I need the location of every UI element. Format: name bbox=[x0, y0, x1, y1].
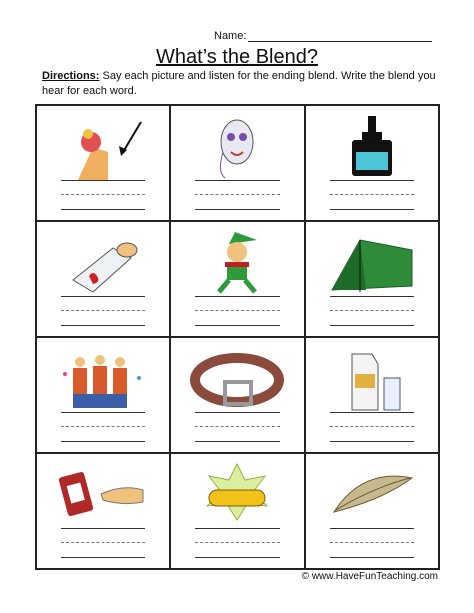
mask-icon bbox=[187, 112, 287, 182]
answer-line[interactable] bbox=[195, 180, 279, 181]
answer-line[interactable] bbox=[330, 528, 414, 529]
answer-line-dashed[interactable] bbox=[61, 542, 145, 543]
answer-line[interactable] bbox=[330, 180, 414, 181]
answer-line[interactable] bbox=[330, 412, 414, 413]
directions-text: Say each picture and listen for the ending blend. Write the blend you hear for each word. bbox=[42, 70, 436, 97]
worksheet-grid bbox=[35, 104, 440, 570]
answer-line[interactable] bbox=[195, 557, 279, 558]
answer-line[interactable] bbox=[330, 441, 414, 442]
band-icon bbox=[53, 344, 153, 414]
tent-icon bbox=[322, 228, 422, 298]
answer-line[interactable] bbox=[61, 528, 145, 529]
answer-line[interactable] bbox=[61, 325, 145, 326]
answer-line-dashed[interactable] bbox=[195, 194, 279, 195]
answer-line[interactable] bbox=[330, 325, 414, 326]
answer-line[interactable] bbox=[330, 296, 414, 297]
milk-icon bbox=[322, 344, 422, 414]
worksheet-cell bbox=[36, 105, 170, 221]
answer-line[interactable] bbox=[195, 325, 279, 326]
raft-icon bbox=[187, 460, 287, 530]
name-line[interactable] bbox=[248, 41, 432, 42]
belt-icon bbox=[187, 344, 287, 414]
ink-bottle-icon bbox=[322, 112, 422, 182]
worksheet-cell bbox=[36, 221, 170, 337]
worksheet-cell bbox=[170, 105, 304, 221]
directions bbox=[42, 69, 442, 99]
answer-line-dashed[interactable] bbox=[330, 426, 414, 427]
worksheet-cell bbox=[305, 453, 439, 569]
directions-label: Directions: bbox=[42, 70, 100, 82]
leaf-icon bbox=[322, 460, 422, 530]
answer-line-dashed[interactable] bbox=[330, 542, 414, 543]
answer-line-dashed[interactable] bbox=[195, 426, 279, 427]
copyright-footer: © www.HaveFunTeaching.com bbox=[301, 571, 438, 582]
answer-line-dashed[interactable] bbox=[61, 426, 145, 427]
answer-line[interactable] bbox=[195, 296, 279, 297]
answer-line[interactable] bbox=[330, 557, 414, 558]
worksheet-cell bbox=[170, 337, 304, 453]
worksheet-cell bbox=[305, 221, 439, 337]
answer-line[interactable] bbox=[61, 296, 145, 297]
worksheet-cell bbox=[170, 221, 304, 337]
answer-line-dashed[interactable] bbox=[195, 542, 279, 543]
page-title: What’s the Blend? bbox=[156, 46, 318, 68]
worksheet-cell bbox=[36, 453, 170, 569]
cast-icon bbox=[53, 228, 153, 298]
answer-line[interactable] bbox=[195, 528, 279, 529]
answer-line[interactable] bbox=[61, 557, 145, 558]
worksheet-cell bbox=[305, 337, 439, 453]
worksheet-cell bbox=[305, 105, 439, 221]
elf-icon bbox=[187, 228, 287, 298]
answer-line-dashed[interactable] bbox=[61, 310, 145, 311]
answer-line[interactable] bbox=[61, 180, 145, 181]
answer-line[interactable] bbox=[195, 441, 279, 442]
answer-line[interactable] bbox=[330, 209, 414, 210]
answer-line[interactable] bbox=[195, 412, 279, 413]
answer-line[interactable] bbox=[61, 441, 145, 442]
worksheet-cell bbox=[170, 453, 304, 569]
card-hand-icon bbox=[53, 460, 153, 530]
worksheet-cell bbox=[36, 337, 170, 453]
name-label: Name: bbox=[214, 30, 247, 42]
pushing-arrow-icon bbox=[53, 112, 153, 182]
answer-line-dashed[interactable] bbox=[61, 194, 145, 195]
answer-line[interactable] bbox=[61, 412, 145, 413]
answer-line-dashed[interactable] bbox=[330, 310, 414, 311]
answer-line[interactable] bbox=[195, 209, 279, 210]
answer-line[interactable] bbox=[61, 209, 145, 210]
answer-line-dashed[interactable] bbox=[195, 310, 279, 311]
answer-line-dashed[interactable] bbox=[330, 194, 414, 195]
